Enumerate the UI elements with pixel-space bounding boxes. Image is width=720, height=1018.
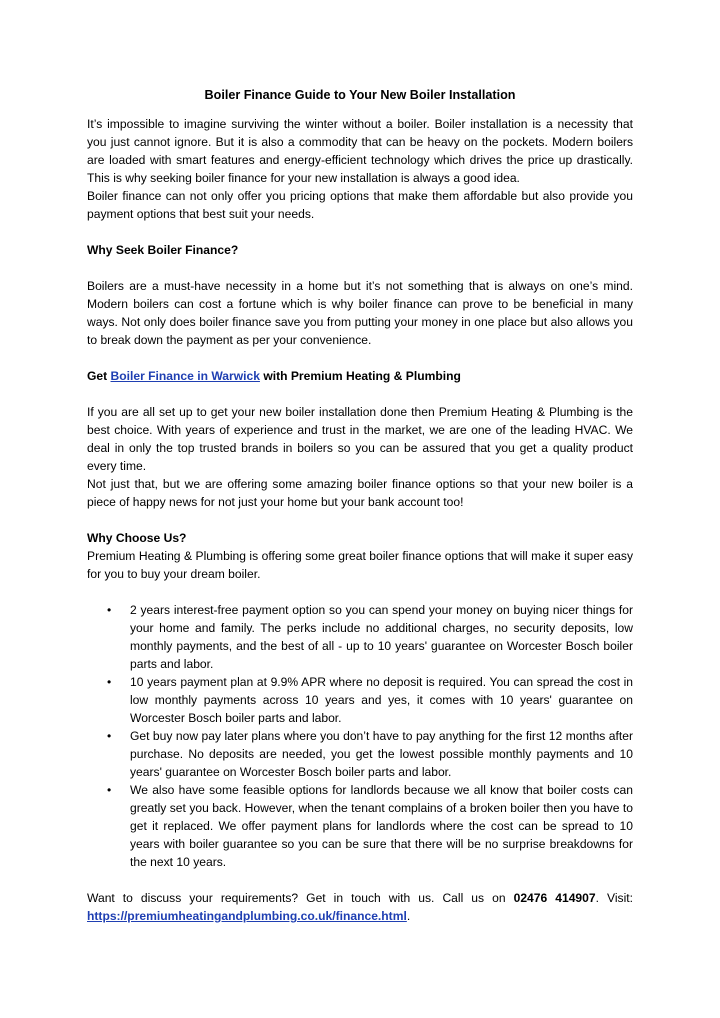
list-item-text: 2 years interest-free payment option so you can spend your money on buying nicer things for your home and family. The perks include no additional charges, no security deposits, low monthly payments, and the best of all - up to 10 years' guarantee on Worcester Bosch boiler parts and labor. <box>130 603 633 671</box>
document-page <box>87 86 633 925</box>
list-item <box>87 781 633 871</box>
why-choose-intro: Premium Heating & Plumbing is offering some great boiler finance options that will make it super easy for you to buy your dream boiler. <box>87 549 633 581</box>
bullet-icon: • <box>107 675 112 689</box>
list-item-text: We also have some feasible options for landlords because we all know that boiler costs can greatly set you back. However, when the tenant complains of a broken boiler then you have to get it replaced. We offer payment plans for landlords where the cost can be spread to 10 years with boiler guarantee so you can be sure that there will be no surprise breakdowns for the next 10 years. <box>130 783 633 869</box>
get-finance-paragraph-2: Not just that, but we are offering some amazing boiler finance options so that your new boiler is a piece of happy news for not just your home but your bank account too! <box>87 477 633 509</box>
intro-paragraph-1: It’s impossible to imagine surviving the winter without a boiler. Boiler installation is a necessity that you just cannot ignore. But it is also a commodity that can be heavy on the pockets. Modern boilers are loaded with smart features and energy-efficient technology which drives the price up drastically. This is why seeking boiler finance for your new installation is always a good idea. <box>87 117 633 185</box>
contact-middle: . Visit: <box>595 891 633 905</box>
list-item <box>87 673 633 727</box>
contact-prefix: Want to discuss your requirements? Get in touch with us. Call us on <box>87 891 514 905</box>
list-item-text: 10 years payment plan at 9.9% APR where no deposit is required. You can spread the cost in low monthly payments across 10 years and yes, it comes with 10 years' guarantee on Worcester Bosch boiler parts and labor. <box>130 675 633 725</box>
why-choose-heading: Why Choose Us? <box>87 531 187 545</box>
bullet-icon: • <box>107 603 112 617</box>
finance-page-link[interactable]: https://premiumheatingandplumbing.co.uk/finance.html <box>87 909 407 923</box>
contact-paragraph <box>87 889 633 925</box>
get-finance-heading <box>87 367 633 385</box>
boiler-finance-warwick-link[interactable]: Boiler Finance in Warwick <box>110 369 260 383</box>
list-item <box>87 727 633 781</box>
get-finance-heading-prefix: Get <box>87 369 111 383</box>
benefits-list <box>87 601 633 871</box>
bullet-icon: • <box>107 729 112 743</box>
get-finance-heading-suffix: with Premium Heating & Plumbing <box>259 369 461 383</box>
get-finance-paragraph-1: If you are all set up to get your new boiler installation done then Premium Heating & Plumbing is the best choice. With years of experience and trust in the market, we are one of the leading HVAC. We deal in only the top trusted brands in boilers so you can be assured that you get a quality product every time. <box>87 405 633 473</box>
list-item <box>87 601 633 673</box>
phone-number: 02476 414907 <box>513 891 596 905</box>
list-item-text: Get buy now pay later plans where you don’t have to pay anything for the first 12 months after purchase. No deposits are needed, you get the lowest possible monthly payments and 10 years' guarantee on Worcester Bosch boiler parts and labor. <box>130 729 633 779</box>
why-seek-heading: Why Seek Boiler Finance? <box>87 243 239 257</box>
contact-suffix: . <box>406 909 411 923</box>
why-seek-paragraph: Boilers are a must-have necessity in a home but it’s not something that is always on one’s mind. Modern boilers can cost a fortune which is why boiler finance can prove to be beneficial in many ways. Not only does boiler finance save you from putting your money in one place but also allows you to break down the payment as per your convenience. <box>87 279 633 347</box>
bullet-icon: • <box>107 783 112 797</box>
intro-paragraph-2: Boiler finance can not only offer you pricing options that make them affordable but also provide you payment options that best suit your needs. <box>87 189 633 221</box>
document-title: Boiler Finance Guide to Your New Boiler Installation <box>204 88 516 102</box>
